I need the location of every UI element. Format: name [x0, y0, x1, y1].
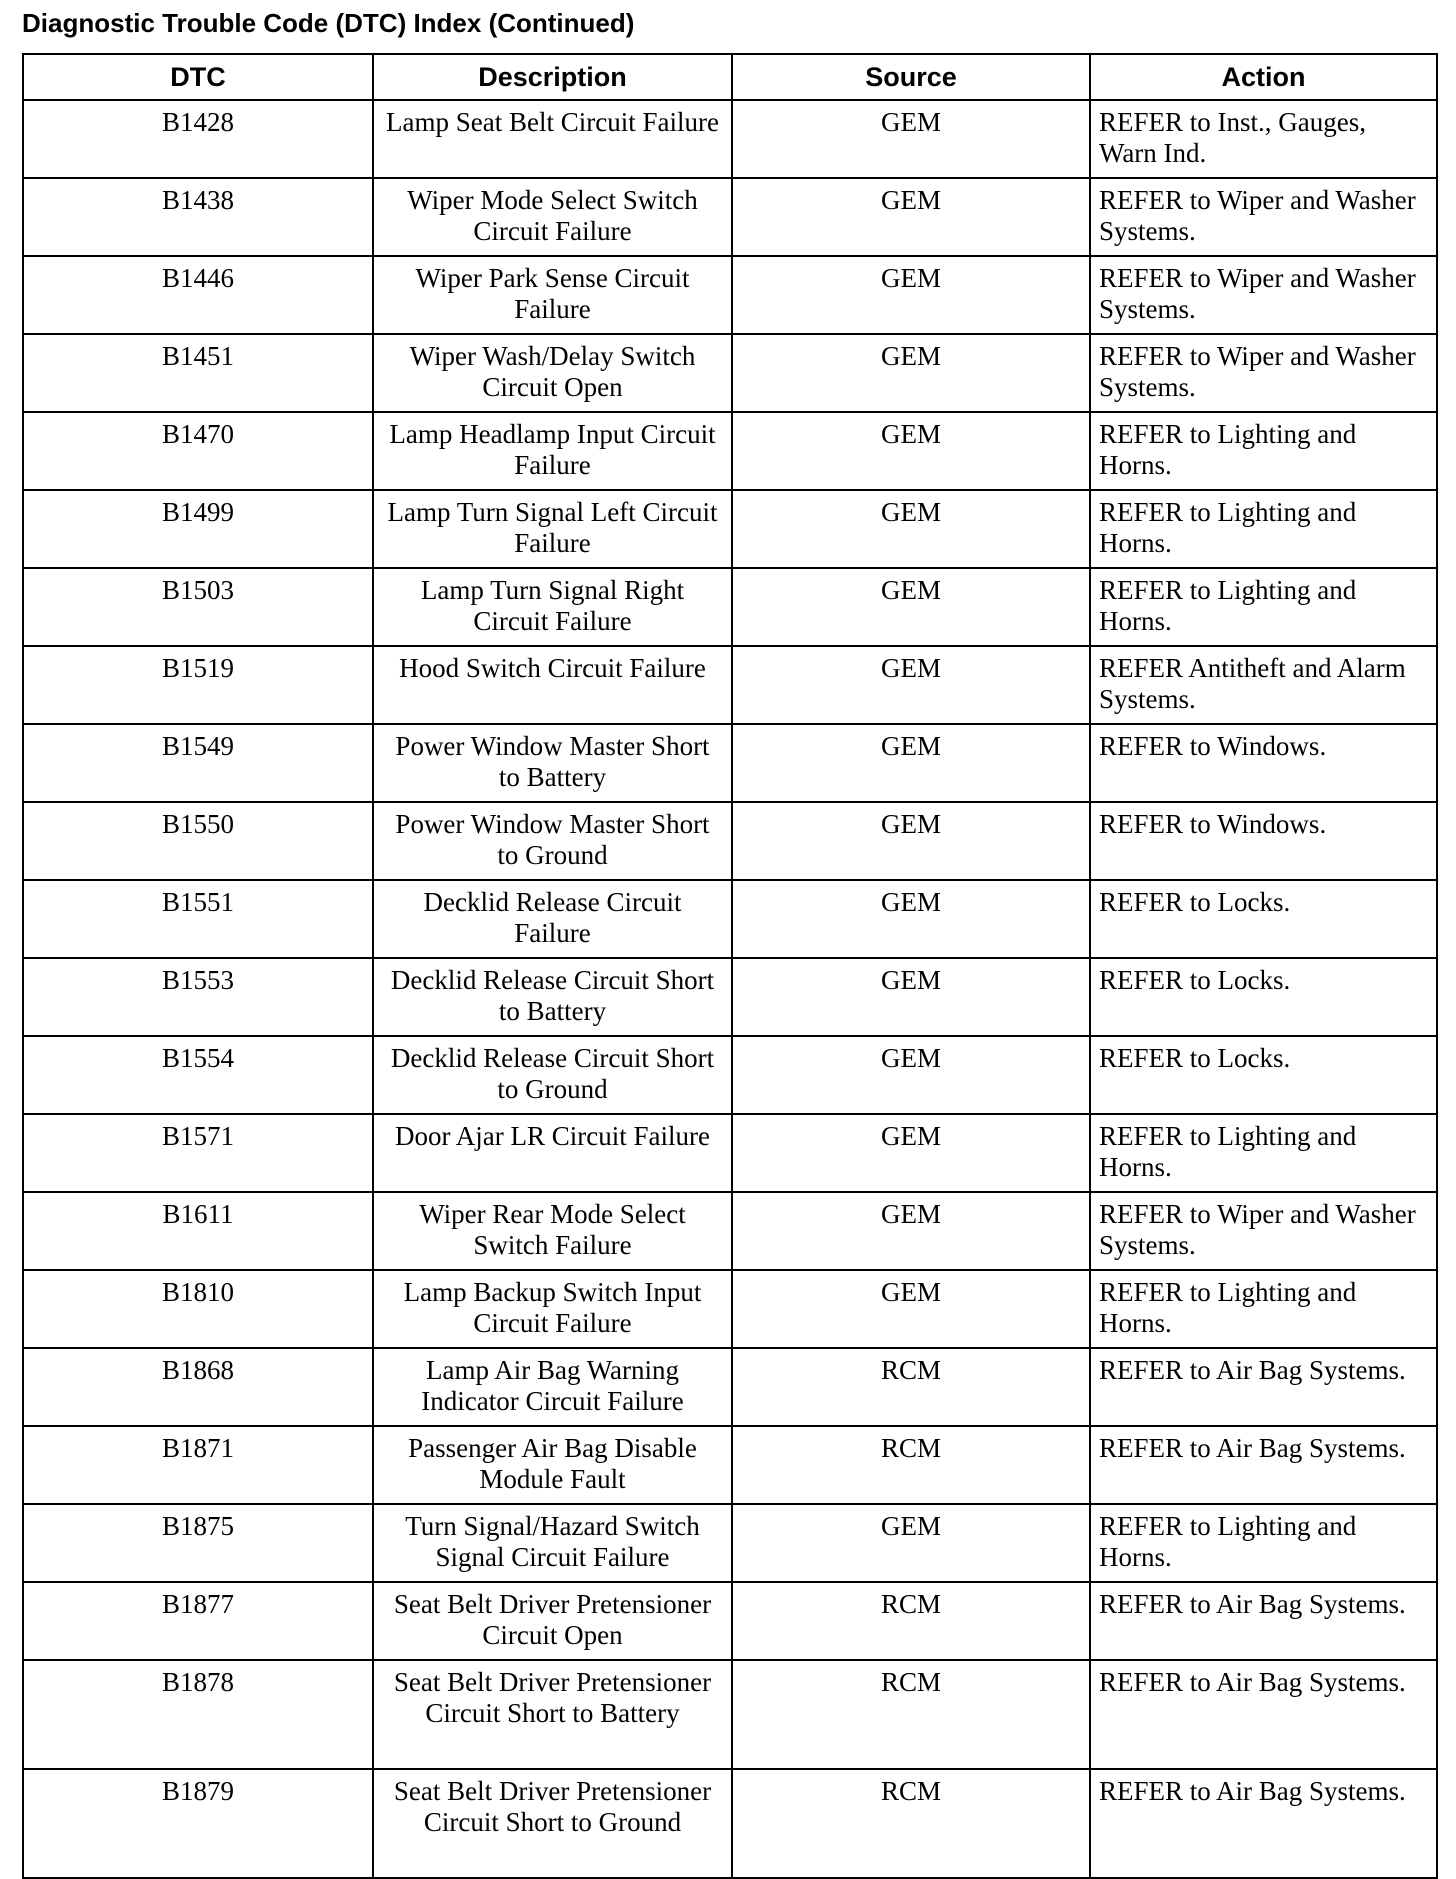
table-row	[23, 490, 1437, 568]
dtc-description: Power Window Master Short to Battery	[373, 724, 732, 802]
table-row	[23, 958, 1437, 1036]
table-row	[23, 1582, 1437, 1660]
dtc-description: Wiper Wash/Delay Switch Circuit Open	[373, 334, 732, 412]
dtc-action: REFER to Air Bag Systems.	[1090, 1769, 1437, 1878]
dtc-source: GEM	[732, 1270, 1090, 1348]
dtc-action: REFER Antitheft and Alarm Systems.	[1090, 646, 1437, 724]
dtc-description: Seat Belt Driver Pretensioner Circuit Open	[373, 1582, 732, 1660]
dtc-source: GEM	[732, 334, 1090, 412]
dtc-action: REFER to Locks.	[1090, 880, 1437, 958]
table-row	[23, 1348, 1437, 1426]
dtc-code: B1571	[23, 1114, 373, 1192]
dtc-code: B1428	[23, 100, 373, 178]
dtc-description: Lamp Backup Switch Input Circuit Failure	[373, 1270, 732, 1348]
dtc-code: B1875	[23, 1504, 373, 1582]
dtc-code: B1877	[23, 1582, 373, 1660]
page-title: Diagnostic Trouble Code (DTC) Index (Continued)	[22, 8, 635, 38]
dtc-action: REFER to Lighting and Horns.	[1090, 568, 1437, 646]
dtc-code: B1550	[23, 802, 373, 880]
dtc-code: B1611	[23, 1192, 373, 1270]
dtc-description: Lamp Air Bag Warning Indicator Circuit Failure	[373, 1348, 732, 1426]
table-row	[23, 1660, 1437, 1769]
header-source: Source	[732, 54, 1090, 100]
dtc-description: Decklid Release Circuit Failure	[373, 880, 732, 958]
dtc-code: B1549	[23, 724, 373, 802]
dtc-action: REFER to Lighting and Horns.	[1090, 490, 1437, 568]
dtc-code: B1871	[23, 1426, 373, 1504]
dtc-source: RCM	[732, 1582, 1090, 1660]
header-action: Action	[1090, 54, 1437, 100]
table-header-row	[23, 54, 1437, 100]
dtc-source: GEM	[732, 1504, 1090, 1582]
dtc-source: GEM	[732, 1114, 1090, 1192]
table-row	[23, 1192, 1437, 1270]
dtc-code: B1810	[23, 1270, 373, 1348]
dtc-code: B1879	[23, 1769, 373, 1878]
dtc-description: Lamp Seat Belt Circuit Failure	[373, 100, 732, 178]
table-row	[23, 1426, 1437, 1504]
dtc-action: REFER to Inst., Gauges, Warn Ind.	[1090, 100, 1437, 178]
table-row	[23, 334, 1437, 412]
dtc-code: B1554	[23, 1036, 373, 1114]
dtc-action: REFER to Wiper and Washer Systems.	[1090, 256, 1437, 334]
dtc-source: GEM	[732, 1192, 1090, 1270]
dtc-description: Wiper Rear Mode Select Switch Failure	[373, 1192, 732, 1270]
dtc-source: GEM	[732, 178, 1090, 256]
table-row	[23, 724, 1437, 802]
dtc-source: GEM	[732, 100, 1090, 178]
dtc-action: REFER to Lighting and Horns.	[1090, 412, 1437, 490]
dtc-description: Lamp Headlamp Input Circuit Failure	[373, 412, 732, 490]
dtc-code: B1878	[23, 1660, 373, 1769]
dtc-source: GEM	[732, 490, 1090, 568]
dtc-code: B1553	[23, 958, 373, 1036]
table-row	[23, 568, 1437, 646]
dtc-action: REFER to Wiper and Washer Systems.	[1090, 334, 1437, 412]
dtc-description: Seat Belt Driver Pretensioner Circuit Short to Ground	[373, 1769, 732, 1878]
dtc-source: RCM	[732, 1426, 1090, 1504]
dtc-source: GEM	[732, 412, 1090, 490]
dtc-code: B1551	[23, 880, 373, 958]
dtc-description: Lamp Turn Signal Left Circuit Failure	[373, 490, 732, 568]
dtc-source: GEM	[732, 724, 1090, 802]
dtc-action: REFER to Lighting and Horns.	[1090, 1114, 1437, 1192]
dtc-code: B1503	[23, 568, 373, 646]
dtc-source: RCM	[732, 1769, 1090, 1878]
dtc-action: REFER to Locks.	[1090, 958, 1437, 1036]
dtc-action: REFER to Locks.	[1090, 1036, 1437, 1114]
dtc-source: GEM	[732, 646, 1090, 724]
dtc-description: Hood Switch Circuit Failure	[373, 646, 732, 724]
dtc-description: Wiper Mode Select Switch Circuit Failure	[373, 178, 732, 256]
table-row	[23, 880, 1437, 958]
table-row	[23, 412, 1437, 490]
table-row	[23, 1769, 1437, 1878]
dtc-source: GEM	[732, 802, 1090, 880]
table-row	[23, 1504, 1437, 1582]
dtc-action: REFER to Lighting and Horns.	[1090, 1504, 1437, 1582]
dtc-description: Lamp Turn Signal Right Circuit Failure	[373, 568, 732, 646]
table-row	[23, 178, 1437, 256]
dtc-action: REFER to Air Bag Systems.	[1090, 1660, 1437, 1769]
dtc-description: Door Ajar LR Circuit Failure	[373, 1114, 732, 1192]
table-row	[23, 100, 1437, 178]
dtc-code: B1438	[23, 178, 373, 256]
dtc-description: Decklid Release Circuit Short to Battery	[373, 958, 732, 1036]
dtc-code: B1451	[23, 334, 373, 412]
dtc-source: RCM	[732, 1660, 1090, 1769]
dtc-source: RCM	[732, 1348, 1090, 1426]
table-row	[23, 1114, 1437, 1192]
dtc-action: REFER to Windows.	[1090, 802, 1437, 880]
dtc-action: REFER to Air Bag Systems.	[1090, 1426, 1437, 1504]
dtc-source: GEM	[732, 568, 1090, 646]
table-row	[23, 256, 1437, 334]
table-row	[23, 646, 1437, 724]
header-description: Description	[373, 54, 732, 100]
dtc-index-table	[22, 53, 1438, 1879]
dtc-action: REFER to Air Bag Systems.	[1090, 1582, 1437, 1660]
dtc-action: REFER to Wiper and Washer Systems.	[1090, 178, 1437, 256]
dtc-code: B1499	[23, 490, 373, 568]
dtc-description: Seat Belt Driver Pretensioner Circuit Short to Battery	[373, 1660, 732, 1769]
dtc-action: REFER to Air Bag Systems.	[1090, 1348, 1437, 1426]
dtc-description: Decklid Release Circuit Short to Ground	[373, 1036, 732, 1114]
dtc-description: Turn Signal/Hazard Switch Signal Circuit Failure	[373, 1504, 732, 1582]
dtc-source: GEM	[732, 1036, 1090, 1114]
dtc-action: REFER to Lighting and Horns.	[1090, 1270, 1437, 1348]
dtc-code: B1519	[23, 646, 373, 724]
dtc-description: Power Window Master Short to Ground	[373, 802, 732, 880]
dtc-description: Wiper Park Sense Circuit Failure	[373, 256, 732, 334]
dtc-description: Passenger Air Bag Disable Module Fault	[373, 1426, 732, 1504]
header-dtc: DTC	[23, 54, 373, 100]
table-row	[23, 1036, 1437, 1114]
dtc-source: GEM	[732, 256, 1090, 334]
dtc-code: B1868	[23, 1348, 373, 1426]
table-row	[23, 802, 1437, 880]
dtc-action: REFER to Windows.	[1090, 724, 1437, 802]
dtc-action: REFER to Wiper and Washer Systems.	[1090, 1192, 1437, 1270]
table-row	[23, 1270, 1437, 1348]
dtc-source: GEM	[732, 958, 1090, 1036]
dtc-code: B1446	[23, 256, 373, 334]
dtc-code: B1470	[23, 412, 373, 490]
dtc-source: GEM	[732, 880, 1090, 958]
